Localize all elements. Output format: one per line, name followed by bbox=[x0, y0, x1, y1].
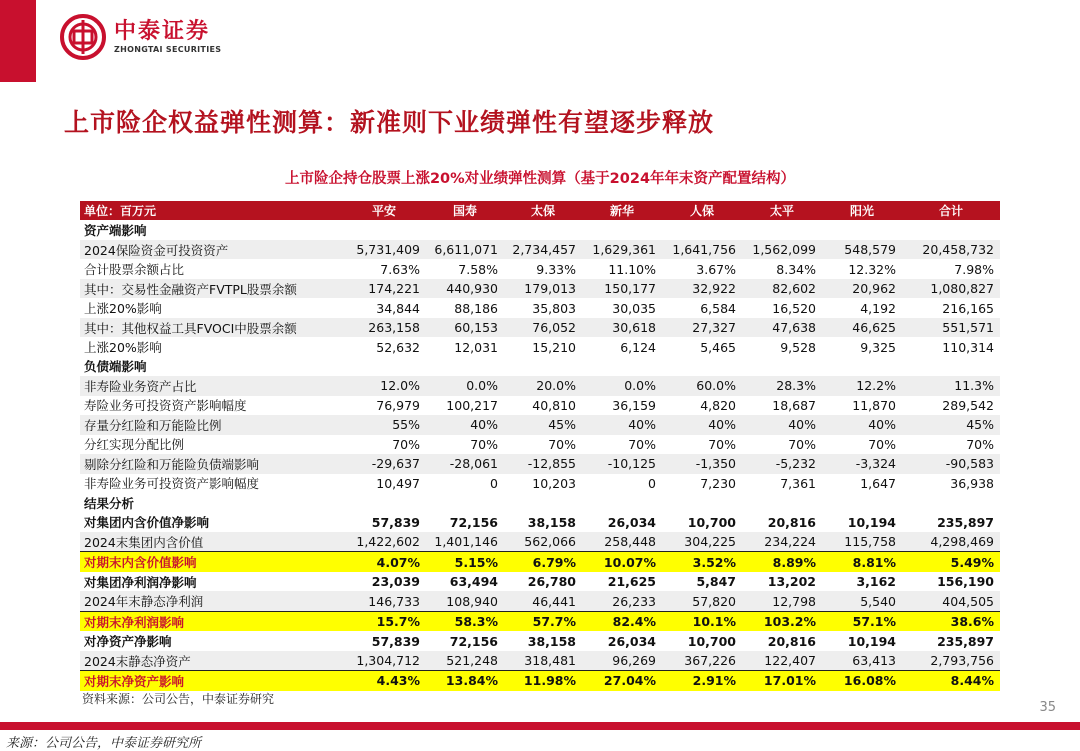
table-cell: 16.08% bbox=[822, 671, 902, 691]
row-label: 非寿险业务可投资资产影响幅度 bbox=[84, 476, 260, 492]
source-note: 资料来源：公司公告，中泰证券研究 bbox=[82, 692, 275, 706]
table-cell: 12,798 bbox=[742, 591, 822, 611]
table-cell: 27.04% bbox=[582, 671, 662, 691]
table-cell: 1,401,146 bbox=[426, 532, 504, 552]
table-cell: 76,052 bbox=[504, 318, 582, 337]
table-cell: 0.0% bbox=[426, 376, 504, 395]
header-unit: 单位：百万元 bbox=[80, 201, 342, 220]
header-col: 新华 bbox=[582, 201, 662, 220]
table-cell: 9,528 bbox=[780, 339, 816, 355]
table-cell: 10,700 bbox=[687, 633, 736, 649]
brand-name-cn: 中泰证券 bbox=[114, 19, 211, 44]
row-label: 对净资产净影响 bbox=[84, 634, 172, 650]
table-cell: 5,847 bbox=[696, 574, 736, 590]
table-cell: -12,855 bbox=[504, 454, 582, 473]
table-cell: 0 bbox=[648, 475, 656, 491]
table-cell: 20.0% bbox=[504, 376, 582, 395]
table-cell: 26,034 bbox=[607, 514, 656, 530]
table-cell: 7.58% bbox=[458, 261, 498, 277]
table-cell: 146,733 bbox=[342, 591, 426, 611]
table-cell: 2,793,756 bbox=[902, 651, 1000, 671]
table-row bbox=[80, 552, 1000, 572]
table-cell: 5,465 bbox=[700, 339, 736, 355]
table-cell: 7.98% bbox=[954, 261, 994, 277]
row-label: 剔除分红险和万能险负债端影响 bbox=[80, 454, 342, 473]
row-label: 上涨20%影响 bbox=[84, 301, 162, 317]
table-cell: 5.15% bbox=[426, 552, 504, 572]
table-row bbox=[80, 220, 1000, 239]
row-label: 对期末内含价值影响 bbox=[80, 552, 342, 572]
table-cell: 0 bbox=[490, 475, 498, 491]
table-cell: -90,583 bbox=[902, 454, 1000, 473]
table-row bbox=[80, 376, 1000, 395]
page-number: 35 bbox=[1039, 700, 1056, 715]
table-cell: 13.84% bbox=[426, 671, 504, 691]
table-cell: 235,897 bbox=[937, 633, 994, 649]
row-label: 合计股票余额占比 bbox=[84, 262, 185, 278]
table-cell: 8.44% bbox=[902, 671, 1000, 691]
table-cell bbox=[582, 220, 662, 239]
table-row bbox=[80, 454, 1000, 473]
table-cell: 60.0% bbox=[662, 376, 742, 395]
table-cell: 16,520 bbox=[772, 300, 816, 316]
table-cell: 115,758 bbox=[822, 532, 902, 552]
table-row bbox=[80, 532, 1000, 552]
table-cell: 10.1% bbox=[662, 611, 742, 631]
table-cell: 15,210 bbox=[532, 339, 576, 355]
table-cell: 46,625 bbox=[822, 318, 902, 337]
table-cell: 1,422,602 bbox=[342, 532, 426, 552]
table-cell bbox=[662, 493, 742, 512]
table-body bbox=[80, 220, 1000, 690]
table-cell: 9,325 bbox=[860, 339, 896, 355]
table-row bbox=[80, 337, 1000, 356]
row-label: 寿险业务可投资资产影响幅度 bbox=[84, 398, 247, 414]
table-cell: 234,224 bbox=[742, 532, 822, 552]
table-cell: 235,897 bbox=[937, 514, 994, 530]
table-cell: 26,780 bbox=[527, 574, 576, 590]
row-label: 结果分析 bbox=[84, 495, 135, 511]
table-cell bbox=[582, 493, 662, 512]
row-label: 2024末静态净资产 bbox=[80, 651, 342, 671]
table-cell bbox=[822, 357, 902, 376]
table-cell: 58.3% bbox=[426, 611, 504, 631]
table-caption: 上市险企持仓股票上涨20%对业绩弹性测算（基于2024年年末资产配置结构） bbox=[284, 171, 796, 187]
brand-logo bbox=[60, 14, 221, 60]
table-cell: 179,013 bbox=[504, 279, 582, 298]
table-cell: 57,839 bbox=[371, 633, 420, 649]
table-cell: 40% bbox=[426, 415, 504, 434]
row-label: 对集团净利润净影响 bbox=[84, 574, 197, 590]
table-cell: 216,165 bbox=[942, 300, 994, 316]
table-cell: 5,540 bbox=[822, 591, 902, 611]
row-label: 资产端影响 bbox=[84, 223, 147, 239]
table-cell bbox=[902, 493, 1000, 512]
table-cell: 6,584 bbox=[700, 300, 736, 316]
table-cell: 45% bbox=[902, 415, 1000, 434]
table-cell: 18,687 bbox=[772, 397, 816, 413]
brand-accent-bar bbox=[0, 0, 36, 82]
table-cell: 100,217 bbox=[446, 397, 498, 413]
table-cell: 17.01% bbox=[742, 671, 822, 691]
table-cell: 70% bbox=[966, 436, 994, 452]
table-row bbox=[80, 415, 1000, 434]
table-cell: 103.2% bbox=[742, 611, 822, 631]
table-cell: 57.1% bbox=[822, 611, 902, 631]
row-label: 2024保险资金可投资资产 bbox=[80, 240, 342, 259]
bottom-rule bbox=[0, 722, 1080, 730]
table-row bbox=[80, 298, 1000, 317]
table-cell: 11,870 bbox=[852, 397, 896, 413]
table-cell bbox=[662, 220, 742, 239]
table-cell: 12.32% bbox=[848, 261, 896, 277]
table-cell: 40% bbox=[582, 415, 662, 434]
table-cell: 38,158 bbox=[527, 633, 576, 649]
table-cell: 1,629,361 bbox=[582, 240, 662, 259]
row-label: 上涨20%影响 bbox=[84, 340, 162, 356]
table-cell: 70% bbox=[788, 436, 816, 452]
table-cell: 4,192 bbox=[860, 300, 896, 316]
table-cell: 70% bbox=[392, 436, 420, 452]
table-cell: 1,647 bbox=[860, 475, 896, 491]
row-label: 对期末净资产影响 bbox=[80, 671, 342, 691]
table-cell: 4.07% bbox=[342, 552, 426, 572]
table-cell: 4.43% bbox=[342, 671, 426, 691]
table-cell: 367,226 bbox=[662, 651, 742, 671]
table-cell bbox=[504, 220, 582, 239]
table-row bbox=[80, 671, 1000, 691]
table-cell: 76,979 bbox=[376, 397, 420, 413]
table-cell bbox=[426, 493, 504, 512]
table-cell: -10,125 bbox=[582, 454, 662, 473]
table-row bbox=[80, 631, 1000, 650]
table-row bbox=[80, 357, 1000, 376]
table-cell: 57.7% bbox=[504, 611, 582, 631]
table-cell: 551,571 bbox=[902, 318, 1000, 337]
table-cell: 57,839 bbox=[371, 514, 420, 530]
table-cell: 8.81% bbox=[822, 552, 902, 572]
footer-source: 来源：公司公告，中泰证券研究所 bbox=[6, 736, 202, 751]
table-cell: 96,269 bbox=[582, 651, 662, 671]
table-cell: 70% bbox=[628, 436, 656, 452]
table-cell: 26,233 bbox=[582, 591, 662, 611]
table-cell: 8.89% bbox=[742, 552, 822, 572]
table-cell: 3.52% bbox=[662, 552, 742, 572]
row-label: 对集团内含价值净影响 bbox=[84, 515, 210, 531]
table-cell: 6,124 bbox=[620, 339, 656, 355]
table-cell: 38,158 bbox=[527, 514, 576, 530]
table-cell: 70% bbox=[708, 436, 736, 452]
table-cell: 3.67% bbox=[696, 261, 736, 277]
table-cell: 82,602 bbox=[742, 279, 822, 298]
table-cell: 30,035 bbox=[612, 300, 656, 316]
table-cell bbox=[342, 493, 426, 512]
table-cell: 10.07% bbox=[582, 552, 662, 572]
table-cell: 2.91% bbox=[662, 671, 742, 691]
table-cell: 70% bbox=[868, 436, 896, 452]
table-cell: 10,194 bbox=[847, 633, 896, 649]
table-cell: 46,441 bbox=[504, 591, 582, 611]
table-cell: 72,156 bbox=[449, 633, 498, 649]
table-row bbox=[80, 396, 1000, 415]
table-cell bbox=[742, 493, 822, 512]
table-cell: 1,641,756 bbox=[662, 240, 742, 259]
table-cell: 548,579 bbox=[822, 240, 902, 259]
table-cell: 11.10% bbox=[608, 261, 656, 277]
table-cell bbox=[742, 220, 822, 239]
table-cell: 263,158 bbox=[342, 318, 426, 337]
header-col: 人保 bbox=[662, 201, 742, 220]
table-cell: 11.3% bbox=[902, 376, 1000, 395]
table-row bbox=[80, 651, 1000, 671]
table-cell: 289,542 bbox=[942, 397, 994, 413]
table-cell: 11.98% bbox=[504, 671, 582, 691]
table-cell bbox=[342, 357, 426, 376]
table-cell: 32,922 bbox=[662, 279, 742, 298]
table-cell: 20,962 bbox=[822, 279, 902, 298]
table-cell: 34,844 bbox=[376, 300, 420, 316]
table-cell: 36,159 bbox=[612, 397, 656, 413]
table-cell: 26,034 bbox=[607, 633, 656, 649]
row-label: 其中：交易性金融资产FVTPL股票余额 bbox=[80, 279, 342, 298]
table-cell: 40% bbox=[662, 415, 742, 434]
table-cell: 10,497 bbox=[376, 475, 420, 491]
table-row bbox=[80, 513, 1000, 532]
slide-title: 上市险企权益弹性测算：新准则下业绩弹性有望逐步释放 bbox=[64, 108, 715, 137]
table-cell: 15.7% bbox=[342, 611, 426, 631]
table-cell: 7,230 bbox=[700, 475, 736, 491]
table-cell: 6,611,071 bbox=[426, 240, 504, 259]
elasticity-table bbox=[80, 201, 1000, 691]
row-label: 2024年末静态净利润 bbox=[80, 591, 342, 611]
table-cell: 20,816 bbox=[767, 514, 816, 530]
table-row bbox=[80, 591, 1000, 611]
table-cell: 1,080,827 bbox=[902, 279, 1000, 298]
table-cell: 40% bbox=[822, 415, 902, 434]
table-cell: 1,304,712 bbox=[342, 651, 426, 671]
table-cell: 55% bbox=[342, 415, 426, 434]
table-cell: 7.63% bbox=[380, 261, 420, 277]
row-label: 非寿险业务资产占比 bbox=[80, 376, 342, 395]
row-label: 其中：其他权益工具FVOCI中股票余额 bbox=[80, 318, 342, 337]
table-cell: 70% bbox=[548, 436, 576, 452]
table-cell: 82.4% bbox=[582, 611, 662, 631]
table-cell: 23,039 bbox=[371, 574, 420, 590]
table-cell: 60,153 bbox=[426, 318, 504, 337]
table-cell: 63,413 bbox=[822, 651, 902, 671]
table-cell bbox=[426, 220, 504, 239]
table-cell: 0.0% bbox=[582, 376, 662, 395]
table-cell: 4,820 bbox=[700, 397, 736, 413]
table-cell: 30,618 bbox=[582, 318, 662, 337]
table-cell: 38.6% bbox=[902, 611, 1000, 631]
table-cell: 156,190 bbox=[937, 574, 994, 590]
table-cell bbox=[582, 357, 662, 376]
table-cell: 35,803 bbox=[532, 300, 576, 316]
table-cell: 88,186 bbox=[454, 300, 498, 316]
table-row bbox=[80, 493, 1000, 512]
table-cell: 5,731,409 bbox=[342, 240, 426, 259]
row-label: 存量分红险和万能险比例 bbox=[80, 415, 342, 434]
table-cell: 28.3% bbox=[742, 376, 822, 395]
header-col: 国寿 bbox=[426, 201, 504, 220]
table-cell: 20,816 bbox=[767, 633, 816, 649]
row-label: 分红实现分配比例 bbox=[84, 437, 185, 453]
table-cell bbox=[742, 357, 822, 376]
table-cell bbox=[662, 357, 742, 376]
table-cell: 12.0% bbox=[342, 376, 426, 395]
table-cell bbox=[902, 357, 1000, 376]
table-cell: 318,481 bbox=[504, 651, 582, 671]
table-row bbox=[80, 474, 1000, 493]
table-cell: 52,632 bbox=[376, 339, 420, 355]
table-cell: -1,350 bbox=[662, 454, 742, 473]
table-cell: 122,407 bbox=[742, 651, 822, 671]
table-cell: -28,061 bbox=[426, 454, 504, 473]
header-col: 太保 bbox=[504, 201, 582, 220]
table-cell: 57,820 bbox=[662, 591, 742, 611]
table-cell: 5.49% bbox=[902, 552, 1000, 572]
table-cell: 2,734,457 bbox=[504, 240, 582, 259]
table-row bbox=[80, 240, 1000, 259]
header-col: 合计 bbox=[902, 201, 1000, 220]
table-cell: 63,494 bbox=[449, 574, 498, 590]
table-cell: 8.34% bbox=[776, 261, 816, 277]
table-cell: 4,298,469 bbox=[902, 532, 1000, 552]
row-label: 负债端影响 bbox=[84, 359, 147, 375]
table-cell: 10,194 bbox=[847, 514, 896, 530]
table-row bbox=[80, 611, 1000, 631]
table-row bbox=[80, 318, 1000, 337]
table-cell bbox=[902, 220, 1000, 239]
table-cell: 36,938 bbox=[950, 475, 994, 491]
table-cell: 150,177 bbox=[582, 279, 662, 298]
table-cell: 47,638 bbox=[742, 318, 822, 337]
table-cell: 108,940 bbox=[426, 591, 504, 611]
table-cell: 7,361 bbox=[780, 475, 816, 491]
table-cell: 10,203 bbox=[532, 475, 576, 491]
table-cell: 404,505 bbox=[902, 591, 1000, 611]
table-cell: 440,930 bbox=[426, 279, 504, 298]
row-label: 2024末集团内含价值 bbox=[80, 532, 342, 552]
table-cell: 21,625 bbox=[607, 574, 656, 590]
table-row bbox=[80, 572, 1000, 591]
header-col: 阳光 bbox=[822, 201, 902, 220]
table-row bbox=[80, 259, 1000, 278]
table-cell: 20,458,732 bbox=[902, 240, 1000, 259]
table-cell: 40,810 bbox=[532, 397, 576, 413]
table-cell: 12,031 bbox=[454, 339, 498, 355]
table-cell bbox=[504, 493, 582, 512]
table-cell: 10,700 bbox=[687, 514, 736, 530]
row-label: 对期末净利润影响 bbox=[80, 611, 342, 631]
table-header-row bbox=[80, 201, 1000, 220]
table-cell: 70% bbox=[470, 436, 498, 452]
table-cell: 6.79% bbox=[504, 552, 582, 572]
zhongtai-logo-icon bbox=[60, 14, 106, 60]
table-cell: 258,448 bbox=[582, 532, 662, 552]
table-cell: 45% bbox=[504, 415, 582, 434]
table-cell bbox=[822, 493, 902, 512]
table-cell: 72,156 bbox=[449, 514, 498, 530]
table-row bbox=[80, 435, 1000, 454]
table-cell: -3,324 bbox=[822, 454, 902, 473]
table-cell: 13,202 bbox=[767, 574, 816, 590]
table-cell: 174,221 bbox=[342, 279, 426, 298]
table-cell: -29,637 bbox=[342, 454, 426, 473]
table-row bbox=[80, 279, 1000, 298]
table-cell: 562,066 bbox=[504, 532, 582, 552]
table-cell: 9.33% bbox=[536, 261, 576, 277]
table-cell: 521,248 bbox=[426, 651, 504, 671]
header-col: 平安 bbox=[342, 201, 426, 220]
table-cell bbox=[342, 220, 426, 239]
table-cell: 27,327 bbox=[662, 318, 742, 337]
header-col: 太平 bbox=[742, 201, 822, 220]
table-cell: 40% bbox=[742, 415, 822, 434]
table-cell bbox=[504, 357, 582, 376]
table-cell: 1,562,099 bbox=[742, 240, 822, 259]
table-cell: 110,314 bbox=[942, 339, 994, 355]
table-cell: 12.2% bbox=[822, 376, 902, 395]
table-cell: 304,225 bbox=[662, 532, 742, 552]
table-cell: -5,232 bbox=[742, 454, 822, 473]
table-cell bbox=[822, 220, 902, 239]
table-cell bbox=[426, 357, 504, 376]
brand-name-en: ZHONGTAI SECURITIES bbox=[114, 45, 222, 54]
table-cell: 3,162 bbox=[856, 574, 896, 590]
